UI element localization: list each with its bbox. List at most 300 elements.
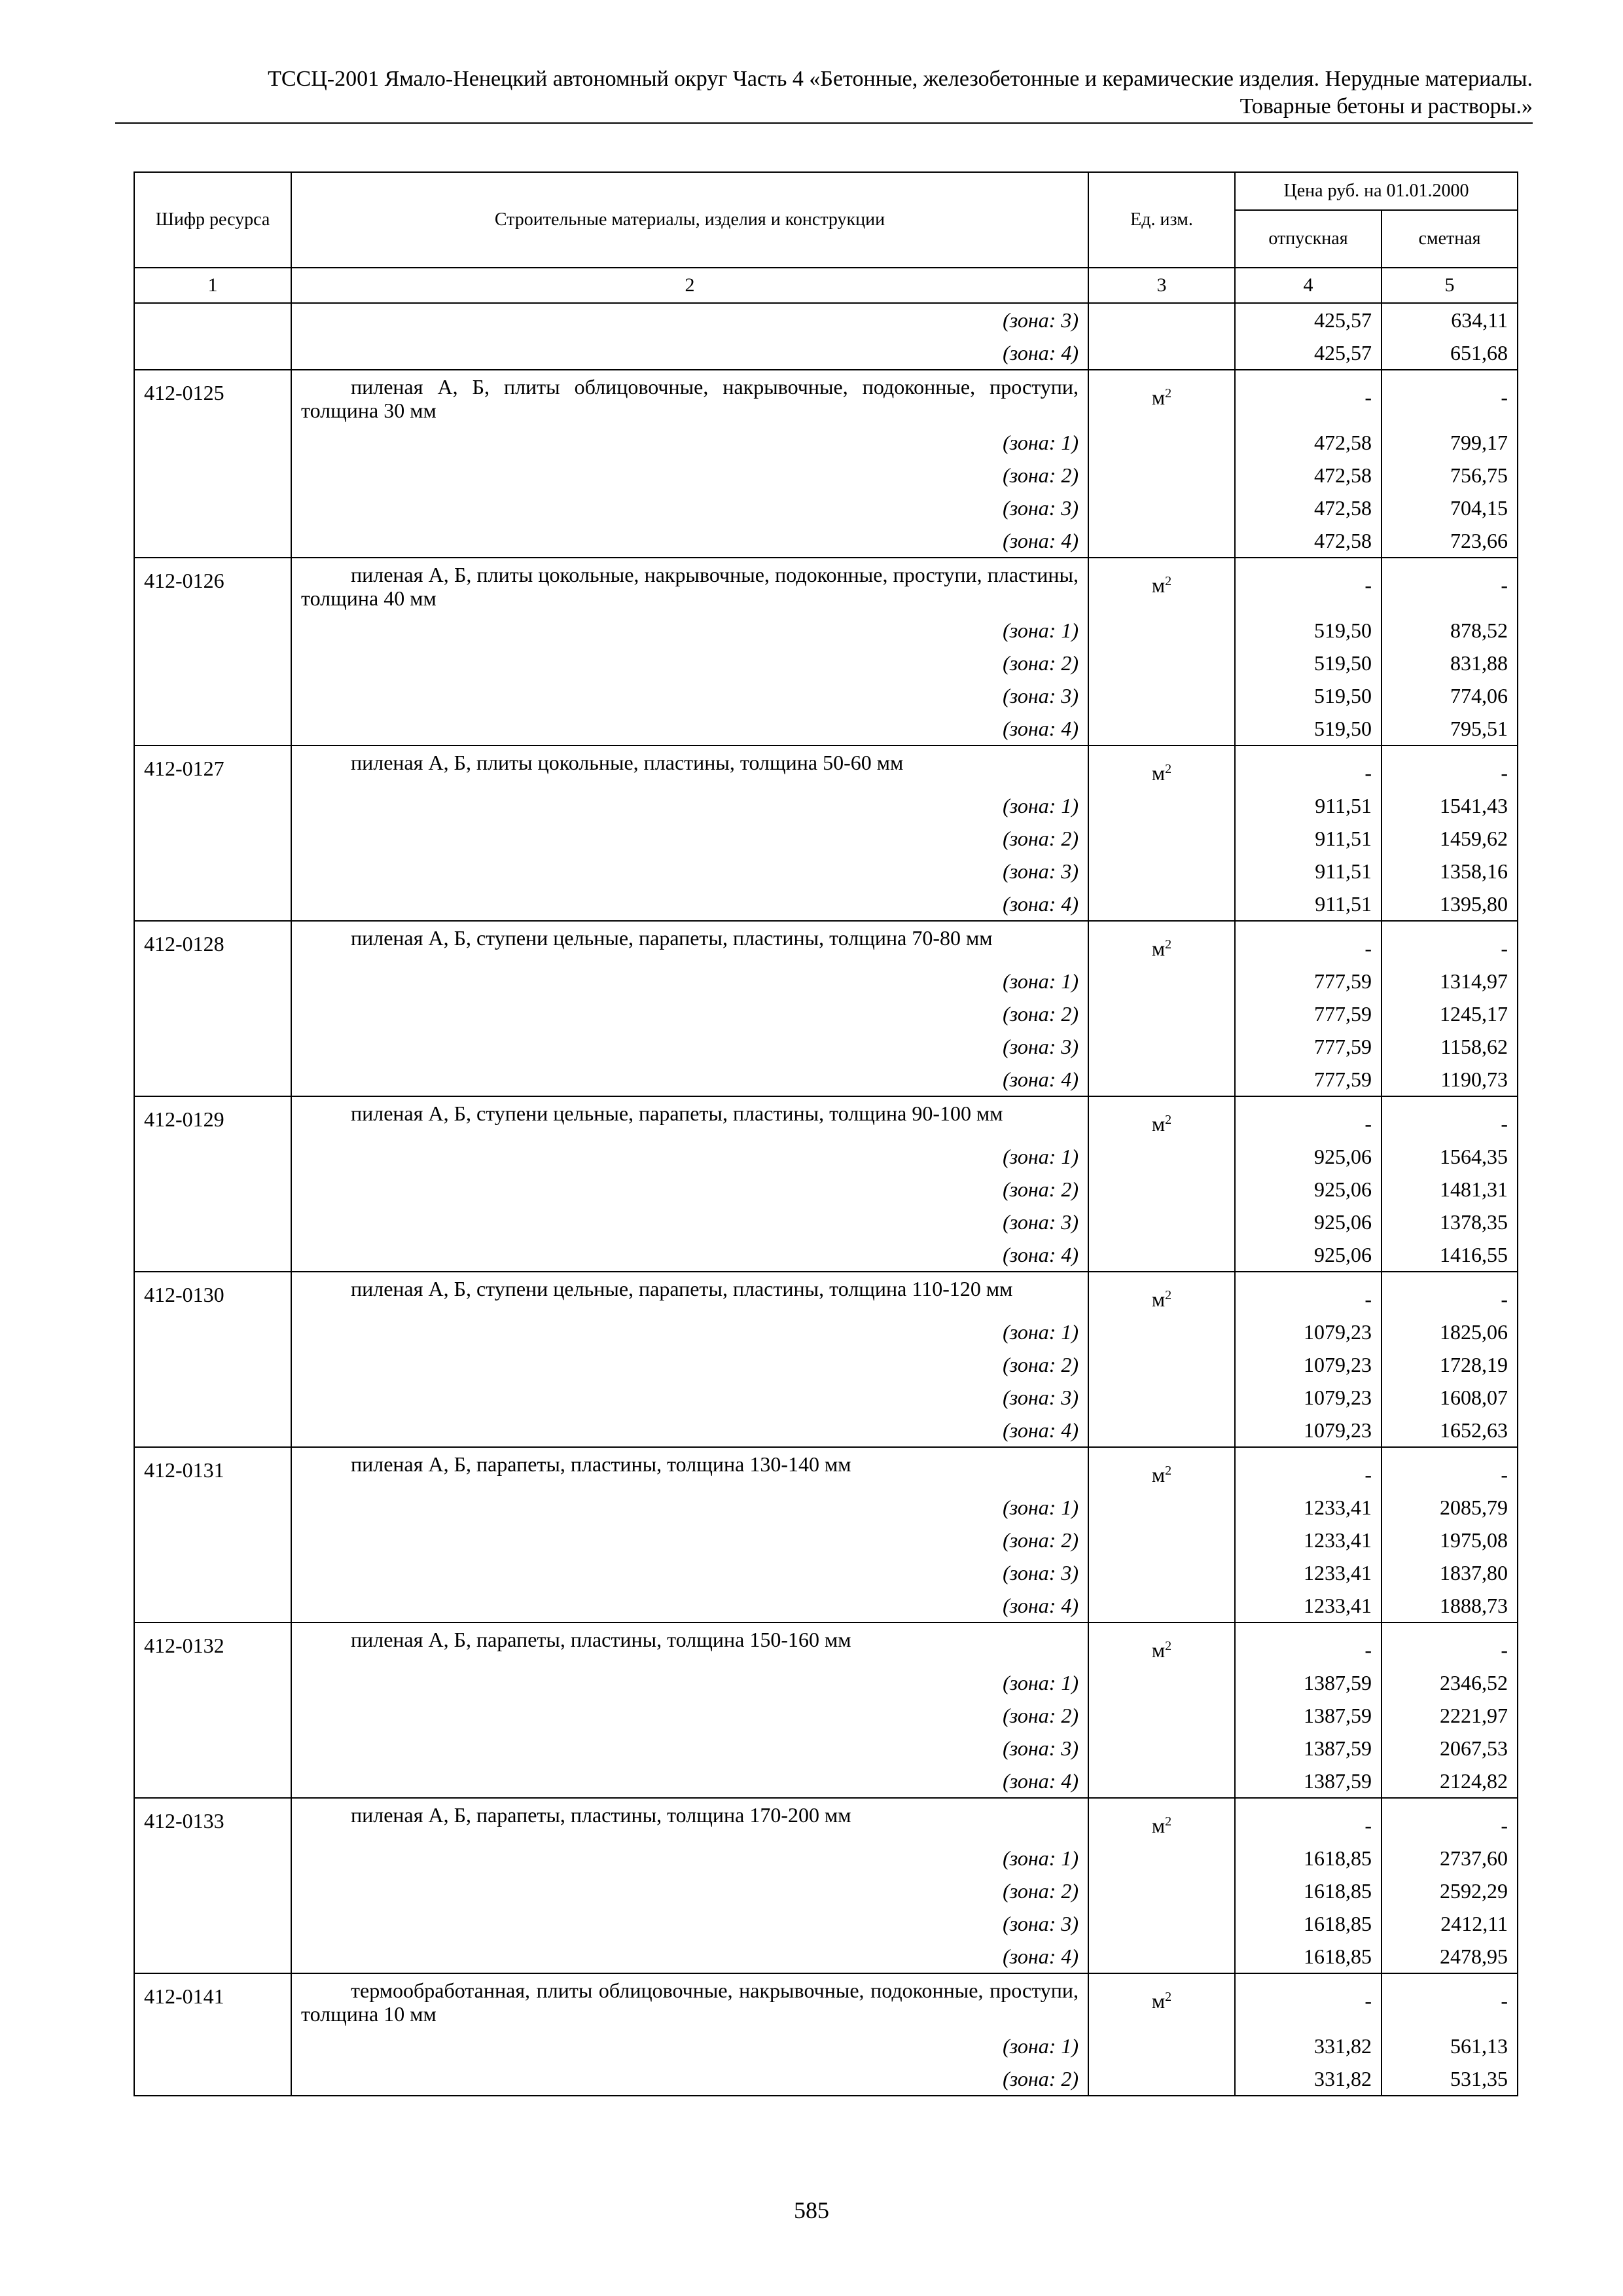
table-row — [134, 1206, 1518, 1238]
estimate-price: 531,35 — [1382, 2062, 1518, 2096]
table-row — [134, 1348, 1518, 1381]
estimate-price: 561,13 — [1382, 2030, 1518, 2062]
unit-exponent: 2 — [1165, 1288, 1172, 1302]
resource-code-cell — [134, 1699, 291, 1732]
zone-label: (зона: 1) — [1003, 1671, 1079, 1695]
resource-code-cell — [134, 1348, 291, 1381]
estimate-price: 1608,07 — [1382, 1381, 1518, 1414]
zone-label: (зона: 2) — [1003, 1528, 1079, 1552]
estimate-price: 1481,31 — [1382, 1173, 1518, 1206]
material-description: пиленая А, Б, ступени цельные, парапеты, пластины, толщина 90-100 мм — [351, 1102, 1003, 1125]
resource-code-cell — [134, 712, 291, 745]
release-price: 1387,59 — [1235, 1765, 1382, 1798]
zone-cell — [291, 789, 1088, 822]
unit-cell — [1088, 1238, 1235, 1272]
table-row — [134, 614, 1518, 647]
release-price: 777,59 — [1235, 1030, 1382, 1063]
estimate-price: 799,17 — [1382, 426, 1518, 459]
table-row — [134, 1973, 1518, 2030]
table-row — [134, 370, 1518, 426]
estimate-price: - — [1382, 1973, 1518, 2030]
estimate-price: - — [1382, 921, 1518, 965]
table-row — [134, 1699, 1518, 1732]
zone-label: (зона: 1) — [1003, 1846, 1079, 1870]
zone-label: (зона: 1) — [1003, 969, 1079, 993]
zone-label: (зона: 1) — [1003, 794, 1079, 817]
table-row — [134, 1447, 1518, 1491]
zone-cell — [291, 712, 1088, 745]
zone-cell — [291, 1316, 1088, 1348]
estimate-price: 1975,08 — [1382, 1524, 1518, 1556]
material-description-cell — [291, 1447, 1088, 1491]
release-price: 331,82 — [1235, 2062, 1382, 2096]
resource-code-cell — [134, 1556, 291, 1589]
resource-code-cell — [134, 1414, 291, 1447]
zone-cell — [291, 1381, 1088, 1414]
estimate-price: 1314,97 — [1382, 965, 1518, 997]
zone-label: (зона: 4) — [1003, 1594, 1079, 1617]
unit-cell — [1088, 370, 1235, 426]
release-price: 1387,59 — [1235, 1732, 1382, 1765]
resource-code: 412-0141 — [134, 1973, 291, 2030]
zone-label: (зона: 1) — [1003, 1320, 1079, 1344]
header-price-group: Цена руб. на 01.01.2000 — [1235, 172, 1518, 210]
zone-cell — [291, 1907, 1088, 1940]
zone-cell — [291, 492, 1088, 524]
estimate-price: 2346,52 — [1382, 1666, 1518, 1699]
estimate-price: 831,88 — [1382, 647, 1518, 679]
unit-label: м — [1151, 1989, 1166, 2013]
release-price: 911,51 — [1235, 888, 1382, 921]
zone-label: (зона: 3) — [1003, 1912, 1079, 1935]
zone-cell — [291, 1940, 1088, 1973]
estimate-price: 2592,29 — [1382, 1874, 1518, 1907]
material-description: пиленая А, Б, ступени цельные, парапеты, пластины, толщина 70-80 мм — [351, 926, 993, 950]
resource-code-cell — [134, 1907, 291, 1940]
unit-cell — [1088, 1206, 1235, 1238]
resource-code: 412-0126 — [134, 558, 291, 614]
unit-exponent: 2 — [1165, 386, 1172, 401]
release-price: 1618,85 — [1235, 1907, 1382, 1940]
unit-cell — [1088, 1842, 1235, 1874]
unit-label: м — [1151, 386, 1166, 409]
table-row — [134, 1524, 1518, 1556]
zone-cell — [291, 1699, 1088, 1732]
unit-label: м — [1151, 1112, 1166, 1136]
release-price: - — [1235, 558, 1382, 614]
zone-label: (зона: 4) — [1003, 717, 1079, 740]
zone-cell — [291, 426, 1088, 459]
estimate-price: - — [1382, 558, 1518, 614]
resource-code-cell — [134, 1732, 291, 1765]
release-price: 777,59 — [1235, 1063, 1382, 1096]
zone-label: (зона: 3) — [1003, 308, 1079, 332]
resource-code: 412-0130 — [134, 1272, 291, 1316]
unit-cell — [1088, 855, 1235, 888]
table-row — [134, 1414, 1518, 1447]
table-row — [134, 1030, 1518, 1063]
estimate-price: 2737,60 — [1382, 1842, 1518, 1874]
resource-code-cell — [134, 647, 291, 679]
zone-cell — [291, 1030, 1088, 1063]
estimate-price: 774,06 — [1382, 679, 1518, 712]
estimate-price: 1541,43 — [1382, 789, 1518, 822]
table-row — [134, 303, 1518, 336]
zone-label: (зона: 4) — [1003, 1945, 1079, 1968]
table-row — [134, 1798, 1518, 1842]
table-row — [134, 855, 1518, 888]
table-row — [134, 1096, 1518, 1140]
price-table — [134, 171, 1518, 2096]
release-price: 1233,41 — [1235, 1491, 1382, 1524]
unit-exponent: 2 — [1165, 1113, 1172, 1127]
zone-label: (зона: 4) — [1003, 1243, 1079, 1266]
unit-cell — [1088, 1447, 1235, 1491]
zone-cell — [291, 336, 1088, 370]
zone-label: (зона: 4) — [1003, 1769, 1079, 1793]
table-row — [134, 1381, 1518, 1414]
resource-code-cell — [134, 1063, 291, 1096]
unit-cell — [1088, 1316, 1235, 1348]
table-row — [134, 1732, 1518, 1765]
unit-label: м — [1151, 573, 1166, 597]
estimate-price: 756,75 — [1382, 459, 1518, 492]
unit-cell — [1088, 1798, 1235, 1842]
table-row — [134, 1666, 1518, 1699]
unit-cell — [1088, 1381, 1235, 1414]
estimate-price: 1652,63 — [1382, 1414, 1518, 1447]
resource-code-cell — [134, 1381, 291, 1414]
table-row — [134, 679, 1518, 712]
material-description: пиленая А, Б, плиты облицовочные, накрывочные, подоконные, проступи, толщина 30 мм — [301, 375, 1079, 422]
unit-cell — [1088, 1874, 1235, 1907]
zone-cell — [291, 1173, 1088, 1206]
release-price: 925,06 — [1235, 1206, 1382, 1238]
estimate-price: 1825,06 — [1382, 1316, 1518, 1348]
header-line-1: ТССЦ-2001 Ямало-Ненецкий автономный округ Часть 4 «Бетонные, железобетонные и керамические изделия. Нерудные материалы. — [268, 67, 1533, 91]
release-price: 911,51 — [1235, 855, 1382, 888]
material-description: термообработанная, плиты облицовочные, накрывочные, подоконные, проступи, толщина 10 мм — [301, 1979, 1079, 2026]
material-description-cell — [291, 921, 1088, 965]
release-price: 1387,59 — [1235, 1666, 1382, 1699]
resource-code-cell — [134, 1842, 291, 1874]
table-row — [134, 745, 1518, 789]
unit-cell — [1088, 1589, 1235, 1623]
release-price: 1079,23 — [1235, 1316, 1382, 1348]
unit-cell — [1088, 1556, 1235, 1589]
table-row — [134, 1940, 1518, 1973]
unit-cell — [1088, 558, 1235, 614]
estimate-price: - — [1382, 370, 1518, 426]
unit-cell — [1088, 1140, 1235, 1173]
unit-exponent: 2 — [1165, 762, 1172, 776]
estimate-price: 1459,62 — [1382, 822, 1518, 855]
material-description: пиленая А, Б, плиты цокольные, накрывочные, подоконные, проступи, пластины, толщина 40 мм — [301, 563, 1079, 610]
table-row — [134, 1272, 1518, 1316]
column-number-4: 4 — [1235, 268, 1382, 303]
estimate-price: 795,51 — [1382, 712, 1518, 745]
unit-label: м — [1151, 1287, 1166, 1311]
zone-cell — [291, 1765, 1088, 1798]
table-row — [134, 1765, 1518, 1798]
table-row — [134, 1842, 1518, 1874]
table-row — [134, 459, 1518, 492]
resource-code-cell — [134, 1524, 291, 1556]
unit-cell — [1088, 822, 1235, 855]
table-row — [134, 1238, 1518, 1272]
resource-code-cell — [134, 1030, 291, 1063]
table-row — [134, 1063, 1518, 1096]
table-row — [134, 997, 1518, 1030]
table-row — [134, 921, 1518, 965]
unit-cell — [1088, 965, 1235, 997]
header-estimate-price: сметная — [1382, 210, 1518, 268]
zone-cell — [291, 1414, 1088, 1447]
zone-label: (зона: 4) — [1003, 1418, 1079, 1442]
zone-cell — [291, 2062, 1088, 2096]
unit-cell — [1088, 921, 1235, 965]
unit-label: м — [1151, 761, 1166, 785]
unit-cell — [1088, 614, 1235, 647]
table-row — [134, 336, 1518, 370]
unit-cell — [1088, 303, 1235, 336]
unit-cell — [1088, 426, 1235, 459]
table-row — [134, 712, 1518, 745]
release-price: 1233,41 — [1235, 1556, 1382, 1589]
resource-code-cell — [134, 459, 291, 492]
resource-code-cell — [134, 1173, 291, 1206]
release-price: 519,50 — [1235, 614, 1382, 647]
unit-cell — [1088, 2030, 1235, 2062]
estimate-price: 704,15 — [1382, 492, 1518, 524]
resource-code-cell — [134, 1316, 291, 1348]
zone-label: (зона: 2) — [1003, 1704, 1079, 1727]
release-price: 425,57 — [1235, 336, 1382, 370]
estimate-price: - — [1382, 1447, 1518, 1491]
material-description-cell — [291, 745, 1088, 789]
column-number-1: 1 — [134, 268, 291, 303]
estimate-price: - — [1382, 1798, 1518, 1842]
table-body — [134, 303, 1518, 2096]
release-price: 519,50 — [1235, 679, 1382, 712]
resource-code-cell — [134, 888, 291, 921]
release-price: 519,50 — [1235, 647, 1382, 679]
release-price: - — [1235, 1272, 1382, 1316]
header-unit: Ед. изм. — [1088, 172, 1235, 268]
estimate-price: 2067,53 — [1382, 1732, 1518, 1765]
unit-exponent: 2 — [1165, 1990, 1172, 2004]
zone-cell — [291, 1666, 1088, 1699]
zone-label: (зона: 2) — [1003, 1353, 1079, 1376]
release-price: - — [1235, 921, 1382, 965]
zone-label: (зона: 1) — [1003, 619, 1079, 642]
resource-code-cell — [134, 1238, 291, 1272]
resource-code-cell — [134, 965, 291, 997]
estimate-price: - — [1382, 1096, 1518, 1140]
zone-label: (зона: 4) — [1003, 1067, 1079, 1091]
unit-cell — [1088, 1666, 1235, 1699]
unit-cell — [1088, 1096, 1235, 1140]
material-description-cell — [291, 1096, 1088, 1140]
unit-cell — [1088, 2062, 1235, 2096]
unit-cell — [1088, 1699, 1235, 1732]
estimate-price: 1416,55 — [1382, 1238, 1518, 1272]
unit-exponent: 2 — [1165, 1639, 1172, 1653]
estimate-price: 2478,95 — [1382, 1940, 1518, 1973]
release-price: 1618,85 — [1235, 1940, 1382, 1973]
unit-exponent: 2 — [1165, 937, 1172, 952]
table-row — [134, 558, 1518, 614]
zone-label: (зона: 2) — [1003, 2067, 1079, 2090]
estimate-price: - — [1382, 745, 1518, 789]
resource-code: 412-0128 — [134, 921, 291, 965]
unit-cell — [1088, 1940, 1235, 1973]
release-price: - — [1235, 1096, 1382, 1140]
resource-code-cell — [134, 789, 291, 822]
zone-cell — [291, 855, 1088, 888]
unit-cell — [1088, 492, 1235, 524]
unit-cell — [1088, 1030, 1235, 1063]
release-price: 1079,23 — [1235, 1348, 1382, 1381]
zone-cell — [291, 1556, 1088, 1589]
table-row — [134, 822, 1518, 855]
material-description-cell — [291, 370, 1088, 426]
page-header — [115, 65, 1533, 120]
unit-cell — [1088, 745, 1235, 789]
table-row — [134, 1874, 1518, 1907]
unit-cell — [1088, 1732, 1235, 1765]
zone-label: (зона: 4) — [1003, 341, 1079, 365]
zone-label: (зона: 1) — [1003, 1145, 1079, 1168]
resource-code-cell — [134, 1589, 291, 1623]
resource-code-cell — [134, 524, 291, 558]
unit-cell — [1088, 888, 1235, 921]
unit-cell — [1088, 712, 1235, 745]
zone-cell — [291, 822, 1088, 855]
zone-cell — [291, 679, 1088, 712]
zone-label: (зона: 1) — [1003, 2034, 1079, 2058]
zone-label: (зона: 2) — [1003, 827, 1079, 850]
resource-code-cell — [134, 1765, 291, 1798]
header-materials: Строительные материалы, изделия и конструкции — [291, 172, 1088, 268]
column-number-3: 3 — [1088, 268, 1235, 303]
estimate-price: 651,68 — [1382, 336, 1518, 370]
resource-code-cell — [134, 997, 291, 1030]
unit-exponent: 2 — [1165, 574, 1172, 588]
table-row — [134, 1491, 1518, 1524]
material-description-cell — [291, 1973, 1088, 2030]
unit-cell — [1088, 1973, 1235, 2030]
table-row — [134, 789, 1518, 822]
estimate-price: - — [1382, 1623, 1518, 1666]
release-price: - — [1235, 1973, 1382, 2030]
resource-code-cell — [134, 1940, 291, 1973]
resource-code-cell — [134, 2030, 291, 2062]
release-price: 925,06 — [1235, 1173, 1382, 1206]
resource-code-cell — [134, 426, 291, 459]
unit-label: м — [1151, 1638, 1166, 1662]
header-code: Шифр ресурса — [134, 172, 291, 268]
table-row — [134, 1173, 1518, 1206]
estimate-price: 1728,19 — [1382, 1348, 1518, 1381]
release-price: 472,58 — [1235, 459, 1382, 492]
table-row — [134, 647, 1518, 679]
resource-code-cell — [134, 1874, 291, 1907]
header-rule — [115, 122, 1533, 124]
unit-cell — [1088, 1765, 1235, 1798]
zone-cell — [291, 888, 1088, 921]
release-price: 777,59 — [1235, 965, 1382, 997]
zone-label: (зона: 3) — [1003, 859, 1079, 883]
estimate-price: 878,52 — [1382, 614, 1518, 647]
estimate-price: 1888,73 — [1382, 1589, 1518, 1623]
zone-label: (зона: 3) — [1003, 1386, 1079, 1409]
release-price: 925,06 — [1235, 1140, 1382, 1173]
release-price: 1079,23 — [1235, 1381, 1382, 1414]
resource-code-cell — [134, 679, 291, 712]
zone-label: (зона: 2) — [1003, 1002, 1079, 1026]
estimate-price: 1837,80 — [1382, 1556, 1518, 1589]
table-row — [134, 492, 1518, 524]
unit-cell — [1088, 1623, 1235, 1666]
estimate-price: 1564,35 — [1382, 1140, 1518, 1173]
release-price: 472,58 — [1235, 492, 1382, 524]
release-price: 425,57 — [1235, 303, 1382, 336]
release-price: 472,58 — [1235, 426, 1382, 459]
estimate-price: 1245,17 — [1382, 997, 1518, 1030]
estimate-price: 2085,79 — [1382, 1491, 1518, 1524]
unit-cell — [1088, 997, 1235, 1030]
release-price: - — [1235, 745, 1382, 789]
unit-cell — [1088, 524, 1235, 558]
zone-label: (зона: 3) — [1003, 1736, 1079, 1760]
estimate-price: 1158,62 — [1382, 1030, 1518, 1063]
zone-cell — [291, 459, 1088, 492]
zone-label: (зона: 4) — [1003, 529, 1079, 552]
release-price: 777,59 — [1235, 997, 1382, 1030]
resource-code-cell — [134, 2062, 291, 2096]
resource-code-cell — [134, 1140, 291, 1173]
unit-cell — [1088, 1491, 1235, 1524]
estimate-price: 1395,80 — [1382, 888, 1518, 921]
release-price: 1618,85 — [1235, 1842, 1382, 1874]
release-price: 472,58 — [1235, 524, 1382, 558]
release-price: 925,06 — [1235, 1238, 1382, 1272]
estimate-price: - — [1382, 1272, 1518, 1316]
zone-cell — [291, 1732, 1088, 1765]
release-price: 1233,41 — [1235, 1524, 1382, 1556]
table-row — [134, 1589, 1518, 1623]
unit-cell — [1088, 1414, 1235, 1447]
zone-label: (зона: 4) — [1003, 892, 1079, 916]
page-number: 585 — [794, 2197, 829, 2223]
resource-code-cell — [134, 492, 291, 524]
estimate-price: 1190,73 — [1382, 1063, 1518, 1096]
table-row — [134, 888, 1518, 921]
release-price: 331,82 — [1235, 2030, 1382, 2062]
unit-cell — [1088, 336, 1235, 370]
unit-cell — [1088, 1907, 1235, 1940]
table-row — [134, 524, 1518, 558]
material-description-cell — [291, 558, 1088, 614]
zone-cell — [291, 1589, 1088, 1623]
zone-label: (зона: 3) — [1003, 1210, 1079, 1234]
table-row — [134, 1623, 1518, 1666]
resource-code: 412-0132 — [134, 1623, 291, 1666]
resource-code: 412-0133 — [134, 1798, 291, 1842]
material-description: пиленая А, Б, парапеты, пластины, толщина 170-200 мм — [351, 1803, 851, 1827]
zone-label: (зона: 2) — [1003, 651, 1079, 675]
